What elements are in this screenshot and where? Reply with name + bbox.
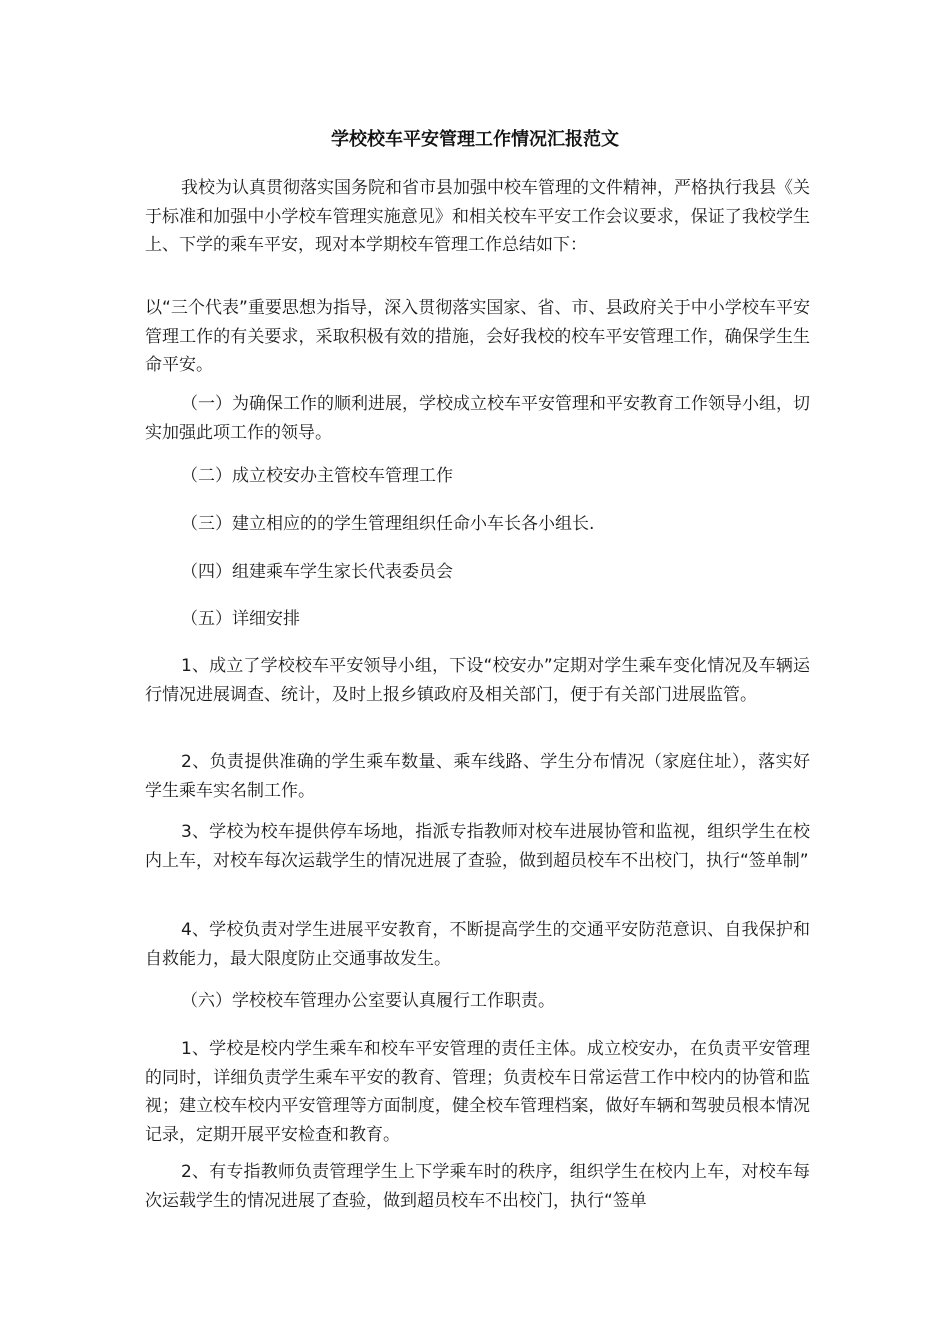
guiding-principle-paragraph: 以“三个代表”重要思想为指导，深入贯彻落实国家、省、市、县政府关于中小学校车平安管理工作的有关要求，采取积极有效的措施，会好我校的校车平安管理工作，确保学生生命平安。 bbox=[145, 298, 810, 375]
item-5-1-paragraph: 1、成立了学校校车平安领导小组，下设“校安办”定期对学生乘车变化情况及车辆运行情况进展调查、统计，及时上报乡镇政府及相关部门，便于有关部门进展监管。 bbox=[145, 656, 810, 705]
intro-paragraph: 我校为认真贯彻落实国务院和省市县加强中校车管理的文件精神，严格执行我县《关于标准和加强中小学校车管理实施意见》和相关校车平安工作会议要求，保证了我校学生上、下学的乘车平安，现对本学期校车管理工作总结如下： bbox=[145, 178, 810, 255]
item-6-2-paragraph: 2、有专指教师负责管理学生上下学乘车时的秩序，组织学生在校内上车，对校车每次运载学生的情况进展了查验，做到超员校车不出校门，执行“签单 bbox=[145, 1162, 810, 1211]
item-5-2-paragraph: 2、负责提供准确的学生乘车数量、乘车线路、学生分布情况（家庭住址），落实好学生乘车实名制工作。 bbox=[145, 752, 810, 801]
item-6-1-paragraph: 1、学校是校内学生乘车和校车平安管理的责任主体。成立校安办，在负责平安管理的同时，详细负责学生乘车平安的教育、管理；负责校车日常运营工作中校内的协管和监视；建立校车校内平安管理等方面制度，健全校车管理档案，做好车辆和驾驶员根本情况记录，定期开展平安检查和教育。 bbox=[145, 1039, 810, 1145]
document-title: 学校校车平安管理工作情况汇报范文 bbox=[331, 129, 619, 150]
section-3-paragraph: （三）建立相应的的学生管理组织任命小车长各小组长. bbox=[181, 514, 595, 534]
section-1-paragraph: （一）为确保工作的顺利进展，学校成立校车平安管理和平安教育工作领导小组，切实加强此项工作的领导。 bbox=[145, 394, 810, 443]
item-5-4-paragraph: 4、学校负责对学生进展平安教育，不断提高学生的交通平安防范意识、自我保护和自救能力，最大限度防止交通事故发生。 bbox=[145, 920, 810, 969]
section-6-paragraph: （六）学校校车管理办公室要认真履行工作职责。 bbox=[181, 991, 555, 1011]
section-5-paragraph: （五）详细安排 bbox=[181, 609, 300, 629]
section-2-paragraph: （二）成立校安办主管校车管理工作 bbox=[181, 466, 453, 486]
item-5-3-paragraph: 3、学校为校车提供停车场地，指派专指教师对校车进展协管和监视，组织学生在校内上车，对校车每次运载学生的情况进展了查验，做到超员校车不出校门，执行“签单制” bbox=[145, 822, 810, 871]
section-4-paragraph: （四）组建乘车学生家长代表委员会 bbox=[181, 562, 453, 582]
